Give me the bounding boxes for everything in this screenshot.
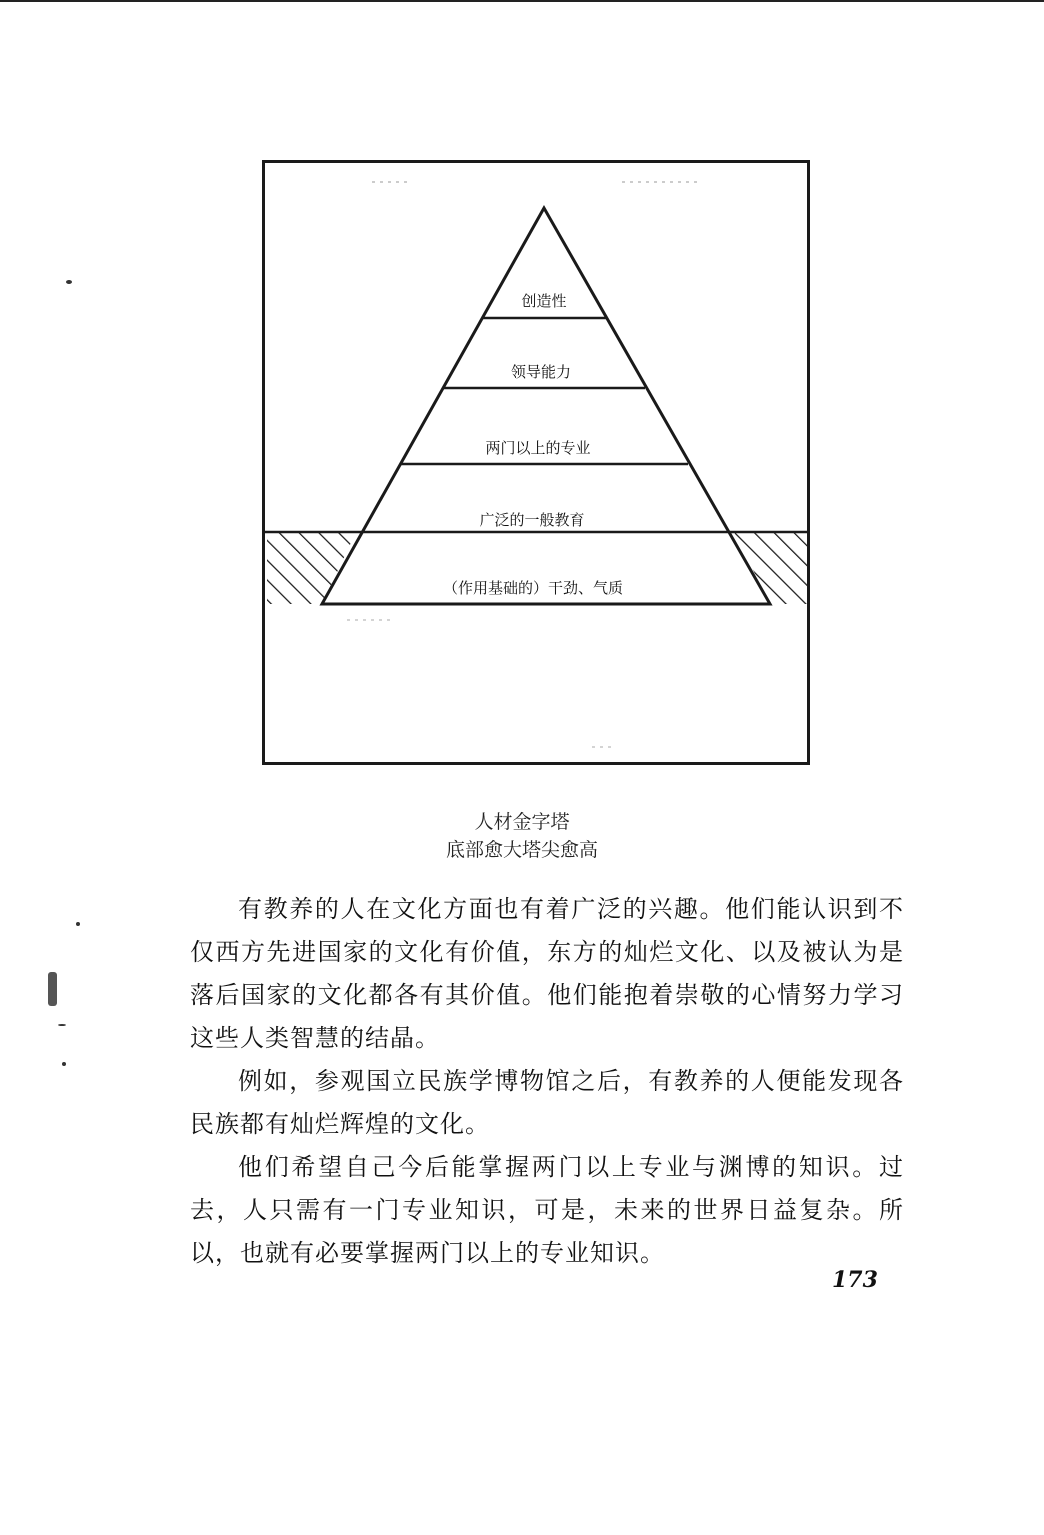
paragraph: 他们希望自己今后能掌握两门以上专业与渊博的知识。过去，人只需有一门专业知识，可是，未来的世界日益复杂。所以，也就有必要掌握两门以上的专业知识。 bbox=[190, 1153, 904, 1267]
scan-speck bbox=[58, 1024, 66, 1026]
scan-speck bbox=[76, 922, 80, 926]
pyramid-level-label: 两门以上的专业 bbox=[485, 439, 591, 457]
pyramid-figure bbox=[262, 160, 810, 765]
pyramid-outline bbox=[322, 208, 770, 604]
page-number: 173 bbox=[832, 1267, 878, 1293]
pyramid-level-label: 领导能力 bbox=[510, 363, 572, 381]
pyramid-level-label: （作用基础的）干劲、气质 bbox=[442, 579, 624, 597]
pyramid-level-label: 广泛的一般教育 bbox=[479, 511, 585, 529]
scan-speck bbox=[48, 972, 57, 1006]
ground-hatch-left bbox=[262, 532, 382, 612]
paragraph: 例如，参观国立民族学博物馆之后，有教养的人便能发现各民族都有灿烂辉煌的文化。 bbox=[190, 1067, 904, 1138]
scan-speck bbox=[62, 1062, 66, 1066]
body-text bbox=[190, 888, 904, 1275]
pyramid-level-label: 创造性 bbox=[521, 292, 567, 310]
figure-caption-title: 人材金字塔 bbox=[474, 811, 570, 833]
figure-caption-subtitle: 底部愈大塔尖愈高 bbox=[445, 839, 598, 861]
top-rule bbox=[0, 0, 1044, 2]
scan-speck bbox=[66, 280, 72, 284]
paragraph: 有教养的人在文化方面也有着广泛的兴趣。他们能认识到不仅西方先进国家的文化有价值，东方的灿烂文化、以及被认为是落后国家的文化都各有其价值。他们能抱着崇敬的心情努力学习这些人类智慧的结晶。 bbox=[190, 895, 904, 1052]
